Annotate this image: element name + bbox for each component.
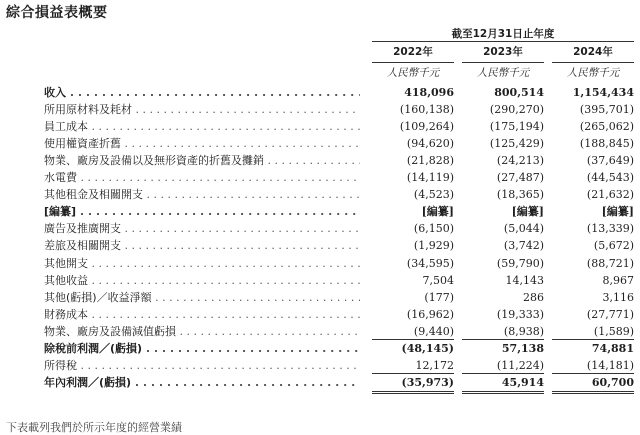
table-row [0,340,640,357]
row-label: 其他開支 . . . [44,255,360,272]
row-value: (265,062) [579,120,634,134]
row-value: 7,504 [422,273,454,287]
row-value: (8,938) [503,324,544,338]
table-row [0,323,640,340]
column-year: 2023年 [483,46,523,58]
row-value: (18,365) [496,188,544,202]
table-row [0,118,640,135]
row-value: (1,589) [593,324,634,338]
table-row [0,101,640,118]
row-label: 其他租金及相關開支 . . . [44,186,360,203]
row-value: 45,914 [501,375,544,389]
table-row [0,255,640,272]
row-value: (5,044) [503,222,544,236]
row-value: (21,632) [586,188,634,202]
table-row [0,84,640,101]
row-value: (177) [424,290,454,304]
row-value: (125,429) [489,137,544,151]
row-value: [編纂] [511,205,544,219]
column-rule [552,62,634,63]
row-value: (14,181) [586,358,634,372]
row-label: 所用原材料及耗材 . . . [44,101,360,118]
period-rule [372,41,634,42]
table-row [0,357,640,374]
row-label: 年內利潤／(虧損) . . . [44,374,360,391]
row-value: (19,333) [496,307,544,321]
subtotal-rule [462,339,544,340]
row-value: (27,771) [586,307,634,321]
footer-partial-text: 下表載列我們於所示年度的經營業績 [6,421,182,434]
row-value: (16,962) [406,307,454,321]
subtotal-rule [372,339,454,340]
row-value: (5,672) [593,239,634,253]
row-value: (35,973) [401,375,454,389]
total-double-rule [552,391,634,394]
subtotal-rule [372,373,454,374]
subtotal-rule [462,373,544,374]
row-value: 3,116 [602,290,634,304]
column-year: 2024年 [573,46,613,58]
row-value: (59,790) [496,256,544,270]
row-value: 74,881 [591,341,634,355]
table-row [0,152,640,169]
row-value: 418,096 [404,86,454,99]
period-header: 截至12月31日止年度 [451,28,555,40]
column-unit: 人民幣千元 [386,67,440,79]
row-label: [編纂] . . . [44,203,360,220]
row-value: (160,138) [399,103,454,117]
column-year: 2022年 [393,46,433,58]
row-value: 1,154,434 [572,86,634,99]
table-row [0,220,640,237]
row-label: 物業、廠房及設備減值虧損 . . . [44,323,360,340]
column-unit: 人民幣千元 [476,67,530,79]
row-value: [編纂] [601,205,634,219]
row-label: 差旅及相關開支 . . . [44,237,360,254]
row-label: 廣告及推廣開支 . . . [44,220,360,237]
row-value: 57,138 [501,341,544,355]
row-value: (4,523) [413,188,454,202]
column-rule [462,62,544,63]
row-value: (44,543) [586,171,634,185]
row-label: 收入 . . . [44,84,360,101]
row-value: 800,514 [494,86,544,99]
row-label: 所得稅 . . . [44,357,360,374]
row-label: 財務成本 . . . [44,306,360,323]
row-value: (13,339) [586,222,634,236]
row-value: (24,213) [496,154,544,168]
row-label: 水電費 . . . [44,169,360,186]
column-header-2023 [462,44,544,80]
row-value: (88,721) [586,256,634,270]
total-double-rule [372,391,454,394]
row-label: 員工成本 . . . [44,118,360,135]
row-value: (94,620) [406,137,454,151]
table-row [0,237,640,254]
column-unit: 人民幣千元 [566,67,620,79]
table-row [0,186,640,203]
row-value: (1,929) [413,239,454,253]
row-label: 其他收益 . . . [44,272,360,289]
row-value: [編纂] [421,205,454,219]
row-value: (11,224) [496,358,544,372]
row-value: (395,701) [579,103,634,117]
page-title: 綜合損益表概要 [6,5,108,21]
row-value: 12,172 [415,358,454,372]
row-value: 8,967 [602,273,634,287]
row-value: 60,700 [591,375,634,389]
row-value: (37,649) [586,154,634,168]
row-value: (6,150) [413,222,454,236]
row-value: 286 [523,290,544,304]
row-value: (290,270) [489,103,544,117]
row-label: 使用權資產折舊 . . . [44,135,360,152]
column-rule [372,62,454,63]
row-value: (9,440) [413,324,454,338]
table-row [0,135,640,152]
column-header-2024 [552,44,634,80]
column-header-2022 [372,44,454,80]
row-value: (188,845) [579,137,634,151]
row-value: (175,194) [489,120,544,134]
row-value: (3,742) [503,239,544,253]
subtotal-rule [552,339,634,340]
table-row [0,289,640,306]
row-label: 其他(虧損)／收益淨額 . . . [44,289,360,306]
row-value: 14,143 [505,273,544,287]
row-value: (27,487) [496,171,544,185]
table-row [0,169,640,186]
row-value: (109,264) [399,120,454,134]
total-double-rule [462,391,544,394]
table-row [0,203,640,220]
row-value: (34,595) [406,256,454,270]
subtotal-rule [552,373,634,374]
table-row [0,272,640,289]
table-row [0,306,640,323]
row-label: 物業、廠房及設備以及無形資產的折舊及攤銷 . . . [44,152,360,169]
row-label: 除稅前利潤／(虧損) . . . [44,340,360,357]
row-value: (48,145) [401,341,454,355]
table-row [0,374,640,391]
row-value: (14,119) [406,171,454,185]
row-value: (21,828) [406,154,454,168]
